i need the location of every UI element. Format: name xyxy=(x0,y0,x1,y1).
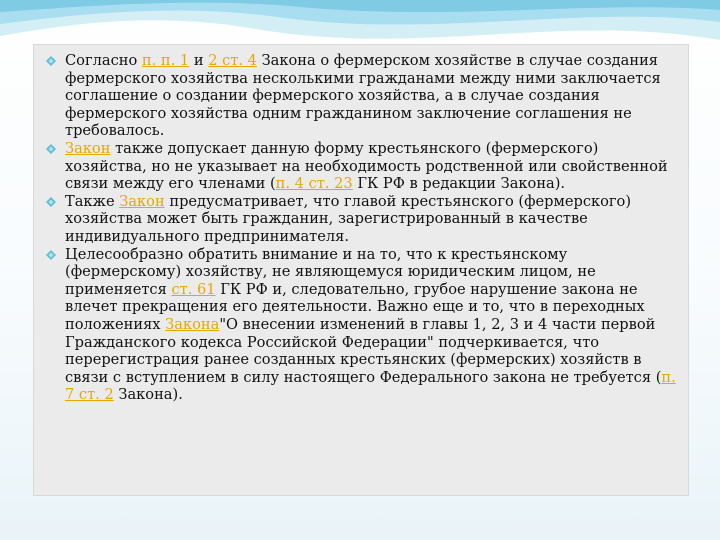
diamond-bullet-icon xyxy=(46,197,56,207)
reference-link[interactable]: Закон xyxy=(119,192,165,210)
diamond-bullet-icon xyxy=(46,56,56,66)
reference-link[interactable]: ст. 61 xyxy=(171,280,216,298)
paragraph-text: ГК РФ и, следовательно, грубое нарушение закона не влечет прекращения его деятельности. Важно еще и то, что в переходных положениях xyxy=(65,280,645,333)
reference-link[interactable]: Закон xyxy=(65,139,111,157)
paragraph-text: также допускает данную форму крестьянского (фермерского) хозяйства, но не указывает на необходимость родственной или свойственной связи между его членами ( xyxy=(65,139,668,193)
paragraph-text: "О внесении изменений в главы 1, 2, 3 и 4 части первой Гражданского кодекса Российской Федерации" подчеркивается, что перерегистрация ранее созданных крестьянских (фермерских) хозяйств в связи с вступлением в силу настоящего Федерального закона не требуется ( xyxy=(65,315,662,386)
paragraph-text: и xyxy=(189,52,209,69)
list-item xyxy=(44,140,680,193)
diamond-bullet-icon xyxy=(46,250,56,260)
paragraph-text: Согласно xyxy=(65,52,142,69)
reference-link[interactable]: Закона xyxy=(165,315,220,333)
paragraph-text: предусматривает, что главой крестьянского (фермерского) хозяйства может быть гражданин, зарегистрированный в качестве индивидуального предпринимателя. xyxy=(65,192,632,245)
paragraph-text: Закона о фермерском хозяйстве в случае создания фермерского хозяйства несколькими гражданами между ними заключается соглашение о создании фермерского хозяйства, а в случае создания фермерского хозяйства одним гражданином заключение соглашения не требовалось. xyxy=(65,52,661,140)
list-item xyxy=(44,52,680,140)
paragraph-text: Целесообразно обратить внимание и на то, что к крестьянскому (фермерскому) хозяйству, не являющемуся юридическим лицом, не применяется xyxy=(65,245,596,298)
diamond-bullet-icon xyxy=(46,144,56,154)
list-item xyxy=(44,193,680,246)
reference-link[interactable]: п. 4 ст. 23 xyxy=(275,175,353,193)
reference-link[interactable]: 2 ст. 4 xyxy=(208,52,257,69)
paragraph-text: Также xyxy=(65,192,120,210)
bullet-list xyxy=(44,52,680,404)
paragraph-text: ГК РФ в редакции Закона). xyxy=(352,175,566,193)
paragraph-text: Закона). xyxy=(113,386,183,404)
reference-link[interactable]: п. п. 1 xyxy=(141,52,190,69)
reference-link[interactable]: п. 7 ст. 2 xyxy=(65,368,676,404)
list-item xyxy=(44,246,680,404)
